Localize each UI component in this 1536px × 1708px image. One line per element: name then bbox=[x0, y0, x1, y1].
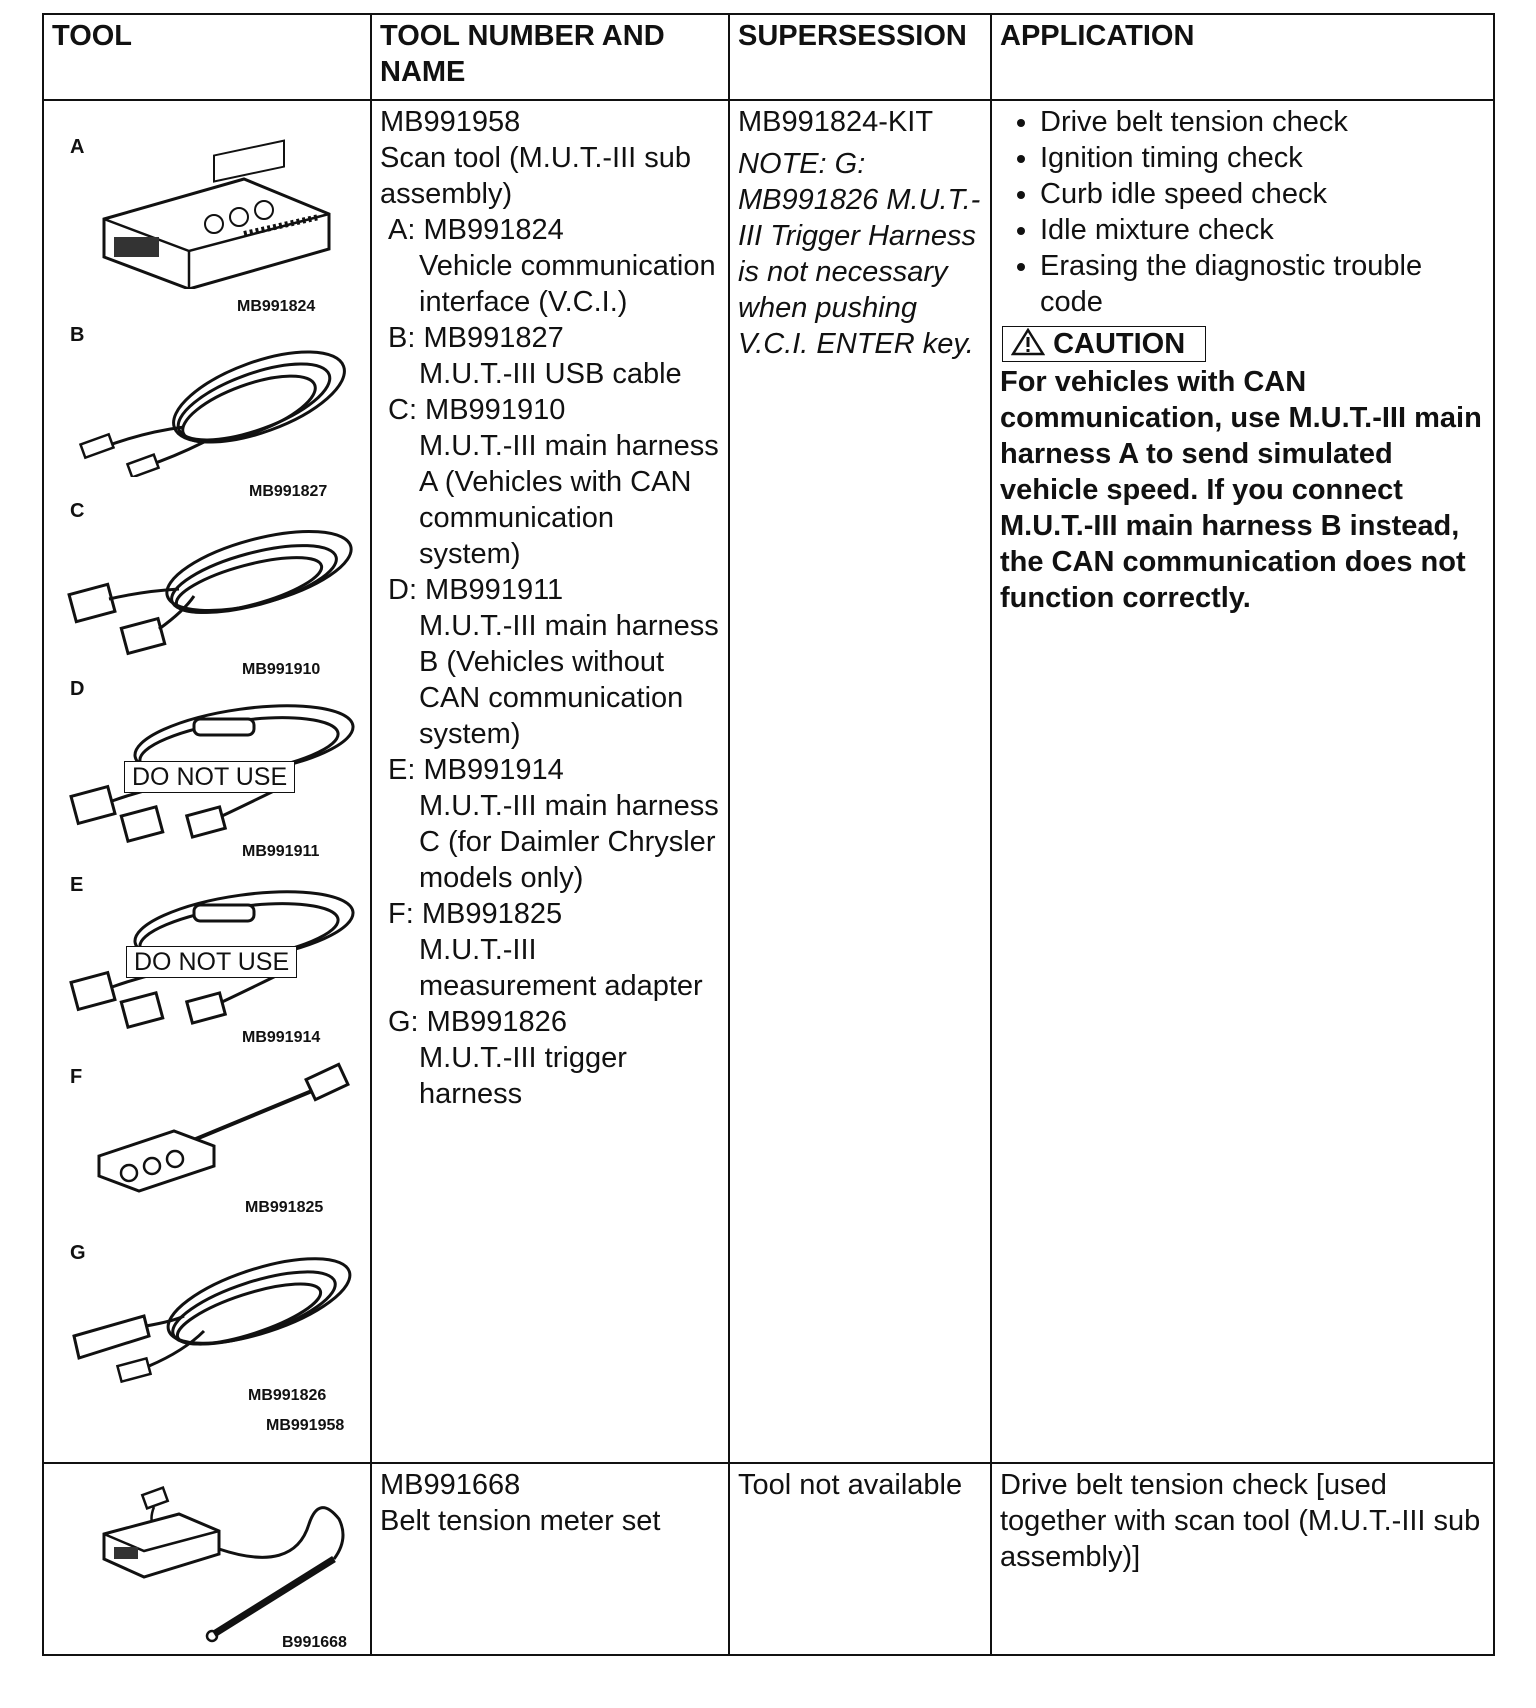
supersession-note: NOTE: G: MB991826 M.U.T.-III Trigger Harness is not necessary when pushing V.C.I. ENTER key. bbox=[738, 148, 981, 360]
subitem-label: C: MB991910 bbox=[388, 394, 566, 426]
subitem-desc: M.U.T.-III main harness A (Vehicles with CAN communication system) bbox=[419, 430, 719, 570]
tool-code: MB991914 bbox=[242, 1029, 321, 1046]
list-item bbox=[388, 572, 720, 752]
supersession-cell bbox=[729, 100, 991, 1463]
subitem-desc: M.U.T.-III trigger harness bbox=[419, 1042, 627, 1110]
header-tool-number-name: TOOL NUMBER AND NAME bbox=[371, 14, 729, 100]
application-text: Drive belt tension check [used together with scan tool (M.U.T.-III sub assembly)] bbox=[1000, 1469, 1481, 1573]
tool-letter: G bbox=[70, 1242, 86, 1264]
tool-code: MB991911 bbox=[242, 843, 320, 860]
caution-text: For vehicles with CAN communication, use M.U.T.-III main harness A to send simulated vehicle speed. If you connect M.U.T.-III main harness B instead, the CAN communication does not function correctly. bbox=[1000, 366, 1482, 614]
measurement-adapter-icon bbox=[84, 1061, 364, 1201]
list-item bbox=[388, 896, 720, 1004]
vci-unit-icon bbox=[94, 139, 344, 289]
tool-letter: F bbox=[70, 1066, 83, 1088]
subitem-label: G: MB991826 bbox=[388, 1006, 567, 1038]
subitem-desc: M.U.T.-III USB cable bbox=[419, 358, 682, 390]
tool-illustrations-cell bbox=[43, 100, 371, 1463]
tool-number: MB991668 bbox=[380, 1469, 521, 1501]
do-not-use-stamp: DO NOT USE bbox=[126, 946, 297, 978]
subitem-label: F: MB991825 bbox=[388, 898, 563, 930]
harness-a-icon bbox=[64, 501, 364, 661]
tool-code: MB991910 bbox=[242, 661, 321, 678]
tool-code: B991668 bbox=[282, 1634, 347, 1651]
header-application: APPLICATION bbox=[991, 14, 1494, 100]
list-item: • Curb idle speed check bbox=[1040, 176, 1485, 212]
tool-code: MB991824 bbox=[237, 298, 316, 315]
table-row bbox=[43, 100, 1494, 1463]
tool-name: Scan tool (M.U.T.-III sub assembly) bbox=[380, 142, 692, 210]
subitem-desc: Vehicle communication interface (V.C.I.) bbox=[419, 250, 716, 318]
supersession-cell bbox=[729, 1463, 991, 1655]
tool-code: MB991827 bbox=[249, 483, 328, 500]
subitem-desc: M.U.T.-III measurement adapter bbox=[419, 934, 703, 1002]
tool-illustrations bbox=[44, 101, 370, 1462]
subitem-label: D: MB991911 bbox=[388, 574, 564, 606]
tool-number-name-cell bbox=[371, 100, 729, 1463]
tool-letter: D bbox=[70, 678, 85, 700]
header-tool: TOOL bbox=[43, 14, 371, 100]
subitem-desc: M.U.T.-III main harness C (for Daimler Chrysler models only) bbox=[419, 790, 719, 894]
tool-letter: B bbox=[70, 324, 85, 346]
header-row bbox=[43, 14, 1494, 100]
tool-code: MB991826 bbox=[248, 1387, 327, 1404]
application-cell bbox=[991, 1463, 1494, 1655]
list-item bbox=[388, 392, 720, 572]
tool-illustration-cell bbox=[43, 1463, 371, 1655]
list-item: • Erasing the diagnostic trouble code bbox=[1040, 248, 1485, 320]
list-item bbox=[388, 212, 720, 320]
caution-label: CAUTION bbox=[1053, 328, 1186, 360]
usb-cable-icon bbox=[74, 327, 354, 477]
list-item: • Idle mixture check bbox=[1040, 212, 1485, 248]
application-list bbox=[1000, 104, 1485, 320]
list-item bbox=[388, 320, 720, 392]
do-not-use-stamp: DO NOT USE bbox=[124, 761, 295, 793]
tool-code: MB991825 bbox=[245, 1199, 324, 1216]
tool-set-code: MB991958 bbox=[266, 1417, 345, 1434]
tool-number: MB991958 bbox=[380, 106, 521, 138]
supersession-value: Tool not available bbox=[738, 1469, 963, 1501]
list-item bbox=[388, 752, 720, 896]
list-item bbox=[388, 1004, 720, 1112]
subitem-label: A: MB991824 bbox=[388, 214, 564, 246]
tool-letter: C bbox=[70, 500, 85, 522]
tool-number-name-cell bbox=[371, 1463, 729, 1655]
caution-badge bbox=[1002, 326, 1206, 362]
list-item: • Ignition timing check bbox=[1040, 140, 1485, 176]
trigger-harness-icon bbox=[64, 1236, 364, 1386]
subitem-desc: M.U.T.-III main harness B (Vehicles without CAN communication system) bbox=[419, 610, 719, 750]
subitem-label: E: MB991914 bbox=[388, 754, 564, 786]
application-cell bbox=[991, 100, 1494, 1463]
belt-tension-meter-icon bbox=[94, 1479, 374, 1644]
tool-name: Belt tension meter set bbox=[380, 1505, 661, 1537]
tool-letter: A bbox=[70, 136, 85, 158]
list-item: • Drive belt tension check bbox=[1040, 104, 1485, 140]
subitem-label: B: MB991827 bbox=[388, 322, 564, 354]
warning-triangle-icon bbox=[1011, 328, 1045, 356]
tool-letter: E bbox=[70, 874, 84, 896]
header-supersession: SUPERSESSION bbox=[729, 14, 991, 100]
subitem-list bbox=[380, 212, 720, 1112]
table-row bbox=[43, 1463, 1494, 1655]
supersession-value: MB991824-KIT bbox=[738, 106, 934, 138]
special-tools-table bbox=[42, 13, 1495, 1656]
tool-illustration bbox=[44, 1464, 370, 1654]
